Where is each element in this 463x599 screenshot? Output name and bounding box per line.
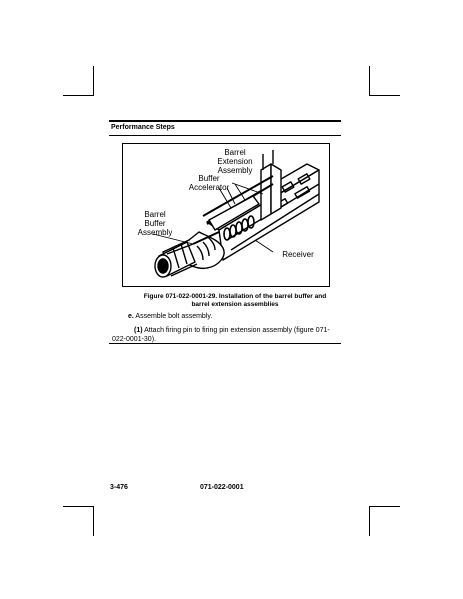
crop-mark-top-right-horizontal xyxy=(370,95,400,96)
figure-caption: Figure 071-022-0001-29. Installation of the barrel buffer and barrel extension assemblies xyxy=(143,293,327,308)
section-header: Performance Steps xyxy=(111,124,175,131)
section-bottom-rule xyxy=(109,343,341,344)
figure-frame xyxy=(122,143,330,287)
step-1-text: Attach firing pin to firing pin extension assembly (figure 071-022-0001-30). xyxy=(112,327,330,343)
header-rule xyxy=(109,120,341,122)
crop-mark-bottom-left-horizontal xyxy=(63,506,93,507)
callout-receiver: Receiver xyxy=(282,250,314,259)
step-e-text: Assemble bolt assembly. xyxy=(135,313,213,320)
callout-buffer-accelerator: Buffer Accelerator xyxy=(188,174,230,192)
crop-mark-bottom-right-horizontal xyxy=(370,506,400,507)
crop-mark-top-left-horizontal xyxy=(63,95,93,96)
step-1-label: (1) xyxy=(134,327,143,334)
crop-mark-bottom-left-vertical xyxy=(93,506,94,536)
header-underline xyxy=(109,135,341,136)
crop-mark-bottom-right-vertical xyxy=(369,506,370,536)
crop-mark-top-left-vertical xyxy=(93,66,94,96)
callout-barrel-buffer-assembly: Barrel Buffer Assembly xyxy=(137,210,173,237)
step-e xyxy=(128,313,212,320)
crop-mark-top-right-vertical xyxy=(369,66,370,96)
step-e-label: e. xyxy=(128,313,134,320)
callout-barrel-extension-assembly: Barrel Extension Assembly xyxy=(217,148,253,175)
footer-task-number: 071-022-0001 xyxy=(200,484,244,491)
step-1 xyxy=(112,326,340,344)
footer-page-number: 3-476 xyxy=(110,484,128,491)
